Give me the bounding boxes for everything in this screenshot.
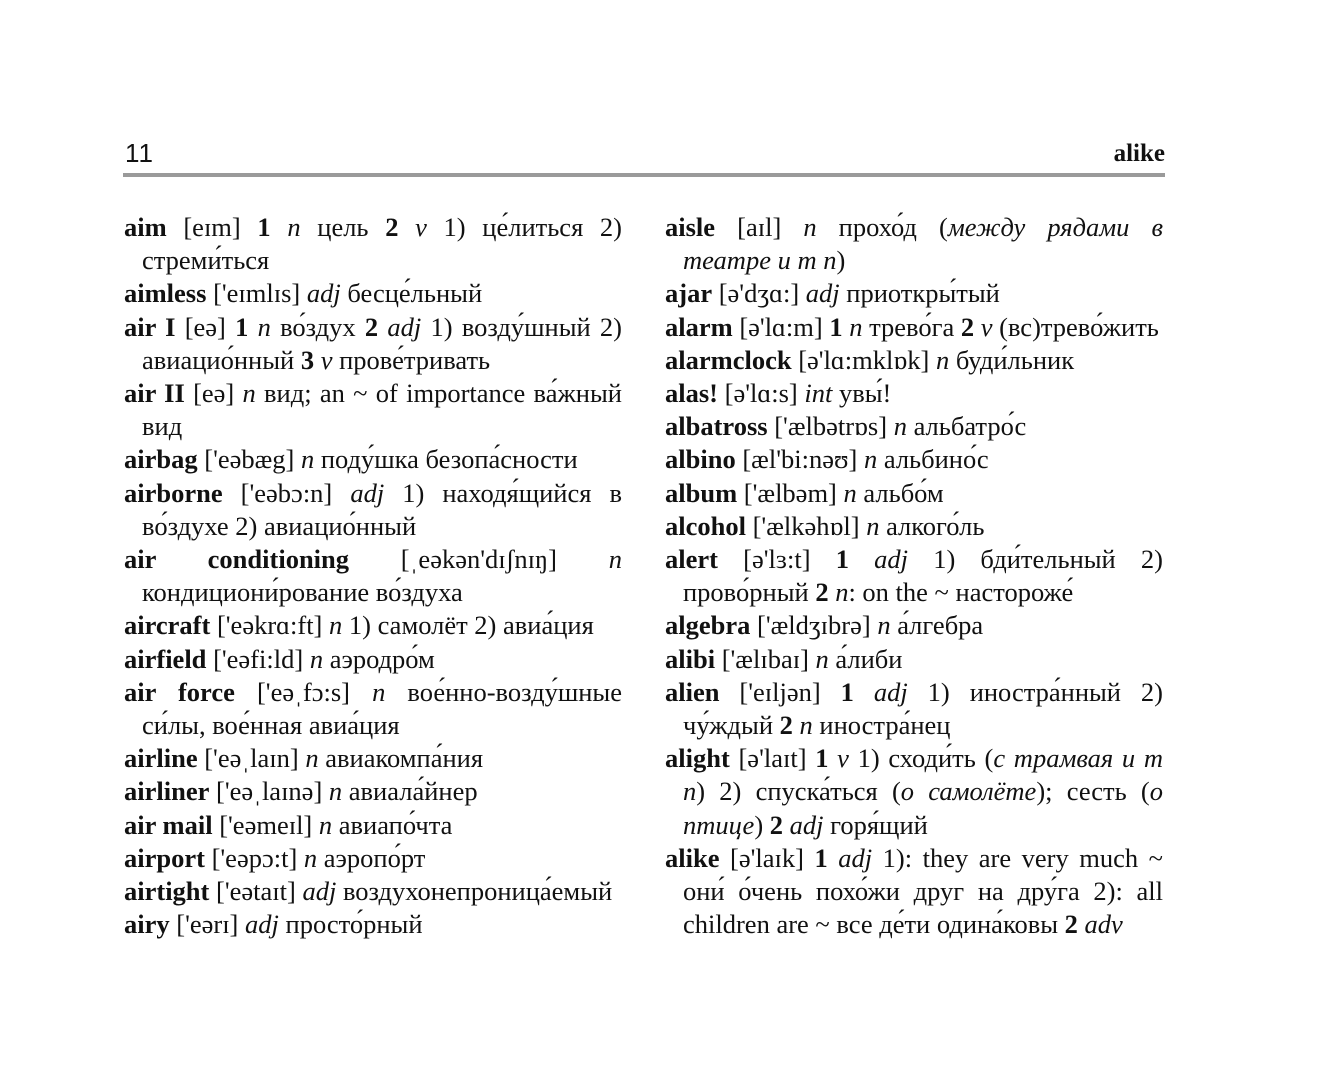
dictionary-entry [665, 410, 1163, 443]
grammar-label: n [372, 676, 386, 707]
entry-text: : on the ~ настороже́ [848, 577, 1074, 608]
entry-text: во́здух [270, 311, 365, 342]
entry-text: цель [300, 212, 386, 242]
sense-number: 2 [1064, 909, 1085, 940]
dictionary-entry [124, 842, 622, 875]
entry-text: ['ælkəhɒl] [745, 510, 867, 541]
entry-text: 1) це́литься 2) стреми́ться [142, 212, 622, 276]
headword: alibi [665, 643, 716, 674]
headword: aisle [665, 212, 716, 242]
sense-number: 2 [960, 311, 981, 342]
entry-text: [ə'lɜ:t] [717, 544, 836, 575]
dictionary-entry [124, 443, 622, 476]
headword: airline [124, 743, 198, 774]
grammar-label: n [303, 842, 318, 873]
entry-text: авиакомпа́ния [318, 743, 484, 774]
entry-text: [eə] [184, 378, 243, 409]
headword: airfield [124, 643, 207, 674]
entry-text: кондициони́рование во́здуха [142, 577, 463, 608]
entry-text: ) 2) спуска́ться ( [696, 776, 901, 807]
grammar-label: о самолёте [900, 776, 1037, 807]
entry-text: [æl'bi:nəʊ] [735, 444, 864, 475]
dictionary-entry [124, 477, 622, 543]
headword: alas! [665, 378, 718, 409]
sense-number: 3 [300, 344, 321, 375]
grammar-label: v [415, 212, 427, 242]
grammar-label: n [799, 710, 813, 741]
entry-text: ['ælbətrɒs] [767, 411, 894, 442]
headword: air I [124, 311, 176, 342]
entry-text: [ə'laɪk] [719, 842, 815, 873]
entry-text: ['eəmeɪl] [212, 809, 319, 840]
grammar-label: n [318, 809, 333, 840]
grammar-label: n [242, 378, 256, 409]
entry-text: авиапо́чта [332, 809, 453, 840]
entry-text: воздухонепроница́емый [336, 876, 613, 907]
entry-text: 1): they are very much ~ они́ о́чень похо́жи друг на дру́га 2): all children are ~ все де́ти одина́ковы [683, 842, 1163, 940]
dictionary-entry [665, 311, 1163, 344]
headword: aircraft [124, 610, 211, 641]
grammar-label: n [328, 776, 343, 807]
sense-number: 2 [364, 311, 388, 342]
entry-text: [ə'laɪt] [729, 743, 816, 774]
dictionary-entry [665, 842, 1163, 942]
entry-text: альбатро́с [906, 411, 1027, 442]
headword: albatross [665, 411, 768, 442]
entry-text: [eɪm] [166, 212, 258, 242]
grammar-label: n [815, 643, 829, 674]
grammar-label: n [287, 212, 301, 242]
sense-number: 2 [779, 710, 800, 741]
grammar-label: adj [874, 544, 909, 575]
page-number: 11 [125, 138, 154, 168]
grammar-label: n [329, 610, 343, 641]
entry-text: ) [754, 809, 770, 840]
left-column [124, 211, 622, 941]
dictionary-entry [665, 676, 1163, 742]
headword: airbag [124, 444, 198, 475]
entry-text: ['ældʒɪbrə] [750, 610, 878, 641]
headword: albino [665, 444, 736, 475]
grammar-label: adj [350, 477, 385, 508]
headword: air force [124, 676, 235, 707]
grammar-label: adj [302, 876, 337, 907]
dictionary-entry [124, 311, 622, 377]
entry-text: 1) самолёт 2) авиа́ция [342, 610, 594, 641]
sense-number: 1 [235, 311, 258, 342]
entry-text: 1) возду́шный 2) авиацио́нный [142, 311, 623, 375]
entry-text: альбино́с [877, 444, 989, 475]
entry-text: приоткры́тый [839, 278, 1000, 309]
entry-text: [ə'dʒɑ:] [712, 278, 806, 309]
entry-text: ['eəfi:ld] [206, 643, 310, 674]
entry-text: ['ælbəm] [737, 477, 844, 508]
headword: airliner [124, 776, 210, 807]
entry-text: ); сесть ( [1036, 776, 1150, 807]
entry-text: трево́га [862, 311, 961, 342]
entry-text: прохо́д ( [816, 212, 948, 242]
entry-text: а́лгебра [890, 610, 984, 641]
dictionary-entry [124, 809, 622, 842]
entry-text: ['eətaɪt] [209, 876, 303, 907]
grammar-label: n [866, 510, 880, 541]
dictionary-entry [665, 742, 1163, 842]
entry-text: ['ælɪbaɪ] [715, 643, 816, 674]
headword: alarm [665, 311, 733, 342]
entry-text: ) [836, 245, 846, 276]
entry-text: [ˌeəkən'dɪʃnɪŋ] [349, 544, 609, 575]
headword: airtight [124, 876, 210, 907]
entry-text: ['eəˌfɔ:s] [234, 676, 373, 707]
dictionary-entry [665, 543, 1163, 609]
sense-number: 2 [769, 809, 790, 840]
dictionary-entry [124, 875, 622, 908]
headword: algebra [665, 610, 751, 641]
entry-text: ['eəbæg] [197, 444, 301, 475]
entry-text: [aɪl] [715, 212, 804, 242]
entry-text: поду́шка безопа́сности [314, 444, 578, 475]
entry-text: ['eɪmlɪs] [206, 278, 307, 309]
headword: alight [665, 743, 730, 774]
grammar-label: n [305, 743, 319, 774]
grammar-label: с трамвая и т п [683, 743, 1164, 807]
entry-text: а́либи [828, 643, 903, 674]
grammar-label: n [309, 643, 324, 674]
entry-text: [eə] [175, 311, 236, 342]
entry-text: горя́щий [823, 809, 928, 840]
dictionary-entry [665, 344, 1163, 377]
grammar-label: adj [387, 311, 422, 342]
headword: alien [665, 676, 720, 707]
dictionary-entry [124, 908, 622, 941]
entry-text: просто́рный [278, 909, 423, 940]
entry-text: 1) иностра́нный 2) чу́ждый [683, 676, 1164, 741]
entry-text: ['eəˌlaɪn] [197, 743, 306, 774]
right-column [665, 211, 1163, 941]
sense-number: 1 [814, 842, 839, 873]
running-head: alike [1113, 140, 1165, 167]
grammar-label: n [849, 311, 863, 342]
grammar-label: n [863, 444, 878, 475]
entry-text: увы́! [832, 378, 892, 409]
sense-number: 1 [257, 212, 288, 242]
dictionary-entry [665, 277, 1163, 310]
sense-number: 1 [835, 544, 875, 575]
entry-text: ['eɪljən] [719, 676, 841, 707]
entry-text: вид; an ~ of importance ва́жный вид [142, 378, 622, 442]
headword: air mail [124, 809, 213, 840]
headword: alarmclock [665, 344, 792, 375]
grammar-label: n [301, 444, 315, 475]
entry-text: вое́нно-возду́шные си́лы, вое́нная авиа́ция [142, 676, 622, 741]
entry-text: 1) бди́тельный 2) прово́рный [683, 544, 1163, 608]
sense-number: 1 [815, 743, 838, 774]
dictionary-entry [124, 742, 622, 775]
headword: alike [665, 842, 720, 873]
dictionary-entry [665, 443, 1163, 476]
entry-text: ['eərɪ] [169, 909, 246, 940]
dictionary-entry [665, 377, 1163, 410]
grammar-label: adj [838, 842, 873, 873]
grammar-label: n [935, 344, 950, 375]
entry-text: альбо́м [856, 477, 944, 508]
dictionary-entry [665, 211, 1163, 277]
grammar-label: n [877, 610, 891, 641]
entry-text: ['eəpɔ:t] [204, 842, 304, 873]
headword: aimless [124, 278, 207, 309]
entry-text: 1) сходи́ть ( [848, 743, 994, 774]
grammar-label: adv [1084, 909, 1123, 940]
grammar-label: n [257, 311, 271, 342]
entry-text: 1) находя́щийся в во́здухе 2) авиацио́нный [142, 477, 622, 541]
entry-text: (вс)трево́жить [992, 311, 1159, 342]
entry-text: ['eəˌlaɪnə] [209, 776, 329, 807]
grammar-label: n [803, 212, 817, 242]
grammar-label: adj [306, 278, 341, 309]
grammar-label: adj [789, 809, 824, 840]
grammar-label: adj [245, 909, 279, 940]
sense-number: 2 [385, 212, 416, 242]
grammar-label: n [843, 477, 857, 508]
entry-text: аэропо́рт [317, 842, 426, 873]
entry-text: [ə'lɑ:m] [732, 311, 830, 342]
grammar-label: n [608, 544, 622, 575]
entry-text: иностра́нец [812, 710, 951, 741]
dictionary-entry [124, 609, 622, 642]
entry-text: ['eəbɔ:n] [222, 477, 351, 508]
entry-text: бесце́льный [340, 278, 483, 309]
dictionary-entry [124, 543, 622, 609]
sense-number: 1 [840, 676, 874, 707]
entry-text: [ə'lɑ:mklɒk] [791, 344, 936, 375]
dictionary-entry [665, 643, 1163, 676]
dictionary-entry [124, 211, 622, 277]
dictionary-entry [124, 676, 622, 742]
entry-text: аэродро́м [323, 643, 435, 674]
grammar-label: n [835, 577, 849, 608]
headword: ajar [665, 278, 713, 309]
grammar-label: v [980, 311, 993, 342]
entry-text: [ə'lɑ:s] [718, 378, 805, 409]
dictionary-entry [665, 609, 1163, 642]
dictionary-entry [665, 510, 1163, 543]
entry-text: ['eəkrɑ:ft] [210, 610, 330, 641]
headword: aim [124, 212, 167, 242]
grammar-label: adj [805, 278, 840, 309]
headword: airy [124, 909, 170, 940]
dictionary-entry [665, 477, 1163, 510]
dictionary-entry [124, 775, 622, 808]
header-rule [123, 173, 1165, 177]
headword: airborne [124, 477, 223, 508]
sense-number: 1 [829, 311, 850, 342]
entry-text: авиала́йнер [342, 776, 478, 807]
headword: air conditioning [124, 544, 350, 575]
grammar-label: adj [873, 676, 908, 707]
sense-number: 2 [815, 577, 836, 608]
dictionary-entry [124, 643, 622, 676]
headword: alert [665, 544, 718, 575]
grammar-label: v [320, 344, 333, 375]
headword: album [665, 477, 738, 508]
headword: air II [124, 378, 185, 409]
grammar-label: о птице [683, 776, 1163, 840]
grammar-label: v [837, 743, 849, 774]
headword: airport [124, 842, 205, 873]
grammar-label: n [893, 411, 907, 442]
grammar-label: int [804, 378, 833, 409]
grammar-label: между рядами в театре и т п [683, 212, 1163, 276]
dictionary-entry [124, 377, 622, 443]
entry-text: прове́тривать [332, 344, 491, 375]
headword: alcohol [665, 510, 746, 541]
entry-text: буди́льник [949, 344, 1075, 375]
dictionary-entry [124, 277, 622, 310]
entry-text: алкого́ль [879, 510, 985, 541]
